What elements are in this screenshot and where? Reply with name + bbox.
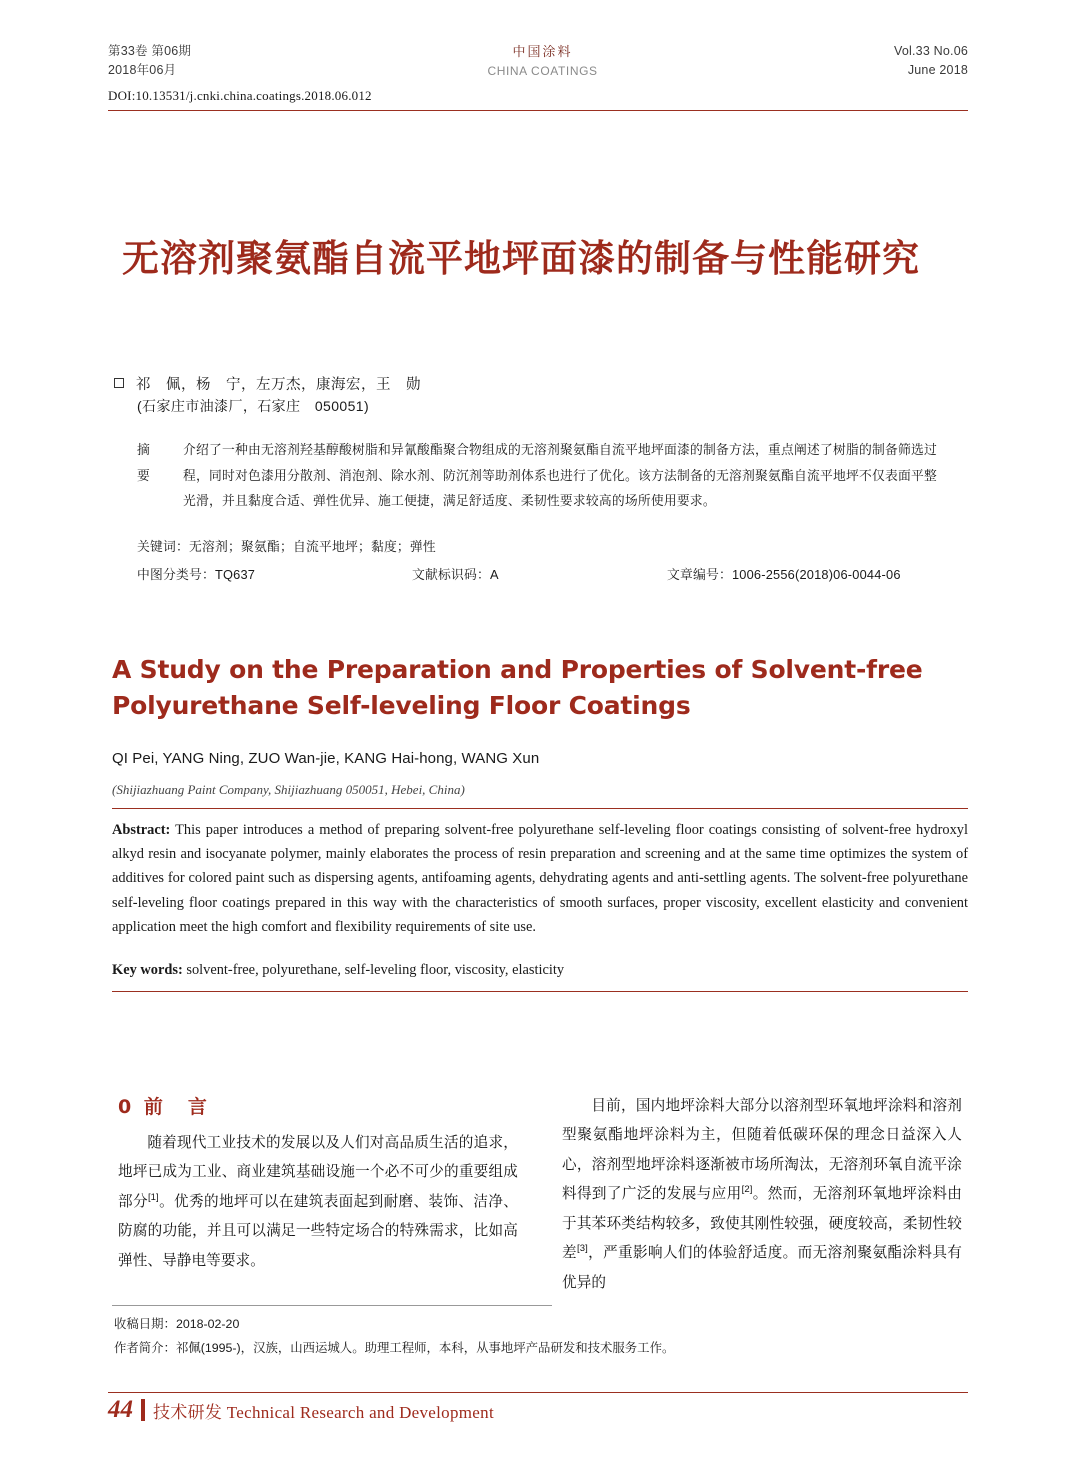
footer-label-cn: 技术研发 (153, 1402, 223, 1422)
footer-bar-icon (141, 1399, 145, 1421)
authors-cn: 祁 佩，杨 宁，左万杰，康海宏，王 勋 (136, 377, 421, 393)
abstract-divider-top (112, 808, 968, 809)
abstract-en-block (112, 818, 968, 939)
issue-date-cn: 2018年06月 (108, 63, 177, 78)
paragraph-right-1-text-a: 目前，国内地坪涂料大部分以溶剂型环氧地坪涂料和溶剂型聚氨酯地坪涂料为主，但随着低碳环保的理念日益深入人心，溶剂型地坪涂料逐渐被市场所淘汰，无溶剂环氧自流平涂料得到了广泛的发展与应用 (562, 1098, 962, 1203)
clc-number: 中图分类号：TQ637 (137, 567, 256, 582)
abstract-divider-bottom (112, 991, 968, 992)
page-footer (108, 1396, 494, 1424)
abstract-cn-text: 介绍了一种由无溶剂羟基醇酸树脂和异氰酸酯聚合物组成的无溶剂聚氨酯自流平地坪面漆的制备方法，重点阐述了树脂的制备筛选过程，同时对色漆用分散剂、消泡剂、除水剂、防沉剂等助剂体系也进行了优化。该方法制备的无溶剂聚氨酯自流平地坪不仅表面平整光滑，并且黏度合适、弹性优异、施工便捷，满足舒适度、柔韧性要求较高的场所使用要求。 (183, 442, 937, 509)
section-number: 0 (118, 1096, 135, 1118)
article-id: 文章编号：1006-2556(2018)06-0044-06 (667, 567, 901, 582)
paragraph-left-1-text-b: 。优秀的地坪可以在建筑表面起到耐磨、装饰、洁净、防腐的功能，并且可以满足一些特定场合的特殊需求，比如高弹性、导静电等要求。 (118, 1193, 518, 1269)
running-head-right (894, 42, 968, 81)
abstract-cn-label: 摘 要 (137, 442, 175, 483)
footnote-block (114, 1312, 954, 1360)
abstract-en-text: This paper introduces a method of preparing solvent-free polyurethane self-leveling floor coatings consisting of solvent-free hydroxyl alkyd resin and isocyanate polymer, mainly elaborates the process of resin preparation and screening and at the same time optimizes the system of additives for colored paint such as dispersing agents, antifoaming agents, dehydrating agents and anti-settling agents. The solvent-free polyurethane self-leveling floor coatings prepared in this way with the characteristics of smooth surfaces, proper viscosity, excellent elasticity and convenient application meet the high comfort and flexibility requirements of site use. (112, 822, 968, 935)
classification-row (137, 564, 937, 583)
abstract-cn-block (137, 437, 937, 514)
paragraph-right-1-text-c: ，严重影响人们的体验舒适度。而无溶剂聚氨酯涂料具有优异的 (562, 1245, 962, 1291)
running-head-left (108, 42, 191, 81)
paragraph-right-1-text-b: 。然而，无溶剂环氧地坪涂料由于其苯环类结构较多，致使其刚性较强，硬度较高，柔韧性较差 (562, 1186, 962, 1262)
citation-ref-3: [3] (576, 1243, 588, 1255)
keywords-en-block (112, 962, 968, 979)
journal-name-en: CHINA COATINGS (487, 64, 598, 79)
keywords-en-text: solvent-free, polyurethane, self-leveling floor, viscosity, elasticity (182, 962, 565, 978)
issue-date-en: June 2018 (907, 63, 968, 78)
author-bio: 作者简介：祁佩(1995-)，汉族，山西运城人。助理工程师，本科，从事地坪产品研发和技术服务工作。 (114, 1341, 675, 1356)
square-bullet-icon (114, 378, 124, 388)
affiliation-cn: (石家庄市油漆厂，石家庄 050051) (137, 398, 370, 414)
running-head (108, 42, 968, 81)
volume-issue: 第33卷 第06期 (108, 44, 192, 58)
section-heading (118, 1092, 518, 1119)
footnote-divider (112, 1305, 552, 1306)
authors-cn-row (114, 373, 954, 394)
body-column-left (118, 1092, 518, 1276)
footer-label-en: Technical Research and Development (226, 1402, 494, 1422)
section-title: 前 言 (143, 1096, 210, 1118)
keywords-en-label: Key words: (112, 962, 183, 978)
keywords-cn: 关键词：无溶剂；聚氨酯；自流平地坪；黏度；弹性 (137, 539, 436, 554)
journal-name-cn: 中国涂料 (512, 44, 573, 59)
title-cn: 无溶剂聚氨酯自流平地坪面漆的制备与性能研究 (122, 237, 920, 280)
title-en: A Study on the Preparation and Properties of Solvent-free Polyurethane Self-leveling Floor Coatings (112, 655, 923, 721)
paragraph-right-1 (562, 1092, 962, 1298)
authors-en: QI Pei, YANG Ning, ZUO Wan-jie, KANG Hai-hong, WANG Xun (112, 750, 540, 767)
header-divider (108, 110, 968, 111)
footer-label (153, 1398, 494, 1423)
running-head-center (487, 42, 597, 81)
affiliation-en: (Shijiazhuang Paint Company, Shijiazhuang 050051, Hebei, China) (112, 782, 465, 797)
abstract-en-label: Abstract: (112, 822, 171, 838)
page-number: 44 (108, 1396, 133, 1423)
received-date: 收稿日期：2018-02-20 (114, 1317, 240, 1331)
paragraph-left-1 (118, 1129, 518, 1276)
volume-issue-en: Vol.33 No.06 (894, 44, 968, 58)
paragraph-left-1-text-a: 随着现代工业技术的发展以及人们对高品质生活的追求，地坪已成为工业、商业建筑基础设施一个必不可少的重要组成部分 (118, 1135, 518, 1210)
citation-ref-2: [2] (741, 1184, 753, 1196)
doi-text: DOI:10.13531/j.cnki.china.coatings.2018.06.012 (108, 88, 372, 103)
footer-divider (108, 1392, 968, 1393)
document-code: 文献标识码：A (412, 567, 499, 582)
citation-ref-1: [1] (147, 1192, 159, 1204)
body-column-right (562, 1092, 962, 1298)
